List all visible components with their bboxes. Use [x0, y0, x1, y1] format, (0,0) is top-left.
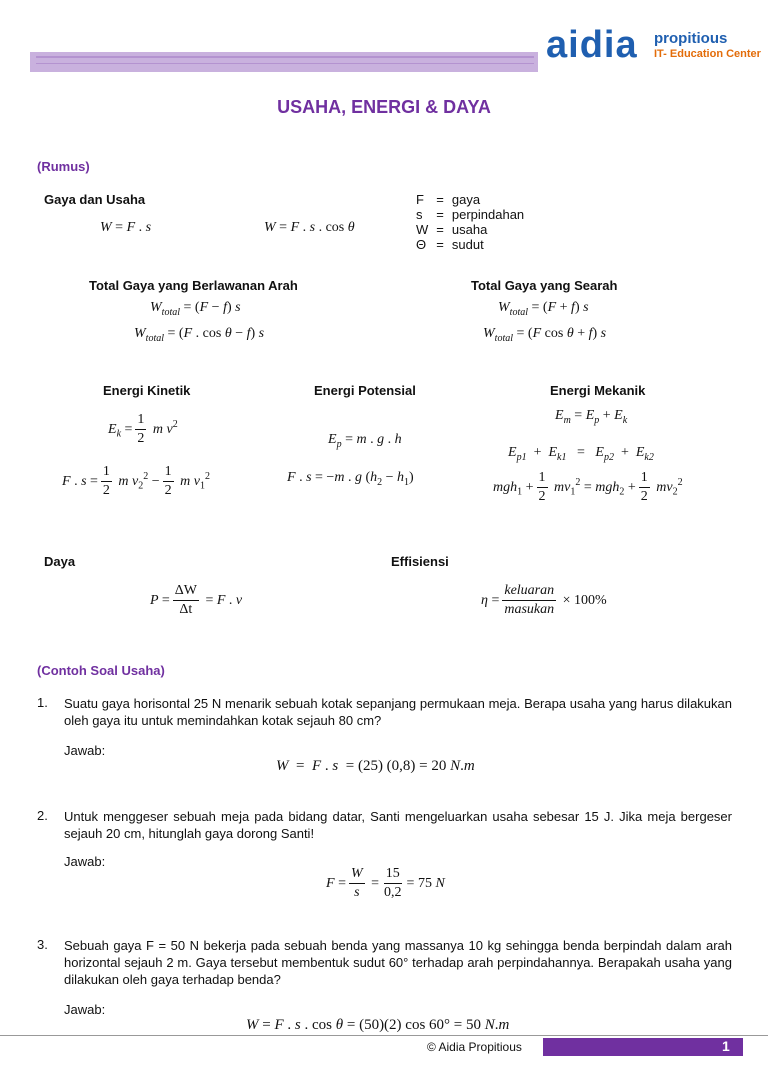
- formula-mechanic: $E_m = E_p + E_k$: [555, 408, 628, 426]
- problem-number: 1.: [37, 695, 48, 710]
- footer-divider: [0, 1035, 768, 1036]
- problem-number: 2.: [37, 808, 48, 823]
- formula-work: W = F . s: [100, 220, 152, 235]
- answer-label: Jawab:: [64, 743, 106, 758]
- legend-row: F = gaya: [416, 192, 481, 207]
- footer-copyright: © Aidia Propitious: [427, 1040, 522, 1054]
- formula-work-kinetic: F . s = $\frac{1}{2}$ m $v_2^2$ − $\frac{1}{2}$ m $v_1^2$: [62, 464, 210, 499]
- formula-work-potential: F . s = −m . g $(h_2 - h_1)$: [287, 470, 414, 488]
- answer-label: Jawab:: [64, 1002, 106, 1017]
- answer-formula: W = F . s . cos θ = (50)(2) cos 60° = 50 N.m: [246, 1017, 510, 1033]
- energi-potensial-heading: Energi Potensial: [314, 383, 416, 398]
- formula-searah-2: $W_{total} = (F$ cos θ + f) s: [483, 326, 607, 344]
- daya-heading: Daya: [44, 554, 76, 569]
- formula-potential: $E_p = m$ . g . h: [328, 432, 402, 450]
- symbol-legend: [412, 192, 528, 252]
- berlawanan-heading: Total Gaya yang Berlawanan Arah: [89, 278, 298, 293]
- energi-kinetik-heading: Energi Kinetik: [103, 383, 191, 398]
- problem-text: Untuk menggeser sebuah meja pada bidang datar, Santi mengeluarkan usaha sebesar 15 J. Jika meja bergeser sejauh 20 cm, hitunglah gaya dorong Santi!: [64, 809, 732, 841]
- searah-heading: Total Gaya yang Searah: [471, 278, 618, 293]
- section-rumus: (Rumus): [37, 159, 90, 174]
- header-stripe-line: [36, 63, 534, 64]
- gaya-usaha-heading: Gaya dan Usaha: [44, 192, 146, 207]
- formula-searah-1: $W_{total} = (F + f)$ s: [498, 300, 589, 318]
- formula-efficiency: η = $\frac{\text{keluaran}}{\text{masukan}}$ × 100%: [481, 583, 607, 618]
- header-stripe-line: [36, 56, 534, 58]
- section-contoh: (Contoh Soal Usaha): [37, 663, 165, 678]
- energi-mekanik-heading: Energi Mekanik: [550, 383, 646, 398]
- brand-name: propitious: [654, 30, 728, 47]
- formula-berlawanan-1: $W_{total} = (F - f)$ s: [150, 300, 241, 318]
- brand-logo: [538, 14, 761, 74]
- formula-berlawanan-2: $W_{total} = (F$ . cos θ − f) s: [134, 326, 265, 344]
- legend-row: s = perpindahan: [416, 207, 525, 222]
- answer-label: Jawab:: [64, 854, 106, 869]
- brand-tagline: IT- Education Center: [654, 48, 761, 60]
- answer-formula: W = F . s = (25) (0,8) = 20 N.m: [276, 758, 475, 774]
- logo-wordmark: aidia: [546, 24, 638, 66]
- legend-row: W = usaha: [416, 222, 488, 237]
- problem-text: Sebuah gaya F = 50 N bekerja pada sebuah benda yang massanya 10 kg sehingga benda berpindah dalam arah horizontal sejauh 2 m. Gaya tersebut membentuk sudut 60° terhadap arah perpindahannya. Berapakah usaha yang dilakukan oleh gaya terhadap benda?: [64, 938, 732, 987]
- formula-power: P = $\frac{\Delta W}{\Delta t}$ = F . v: [150, 583, 243, 618]
- page-number: 1: [722, 1038, 730, 1054]
- answer-formula: F = $\frac{W}{s}$ = $\frac{15}{0,2}$ = 75 N: [326, 866, 445, 901]
- legend-row: Θ = sudut: [416, 237, 484, 252]
- problem-number: 3.: [37, 937, 48, 952]
- formula-mechanic-conservation: $E_{p1} + E_{k1}$ = $E_{p2} + E_{k2}$: [508, 445, 654, 463]
- efisiensi-heading: Effisiensi: [391, 554, 449, 569]
- problem-text: Suatu gaya horisontal 25 N menarik sebuah kotak sepanjang permukaan meja. Berapa usaha yang harus dilakukan oleh gaya itu untuk memindahkan kotak sejauh 80 cm?: [64, 696, 732, 728]
- formula-kinetic: $E_k$ = $\frac{1}{2}$ m $v^2$: [108, 412, 178, 447]
- footer-page-bar: [543, 1038, 743, 1056]
- formula-work-angle: W = F . s . cos θ: [264, 220, 355, 235]
- header-stripe: [30, 52, 538, 72]
- page-title: USAHA, ENERGI & DAYA: [277, 97, 491, 117]
- formula-mechanic-expanded: mgh$_1$ + $\frac{1}{2}$ $mv_1^2 = mgh_2$ + $\frac{1}{2}$ $mv_2^2$: [493, 470, 683, 505]
